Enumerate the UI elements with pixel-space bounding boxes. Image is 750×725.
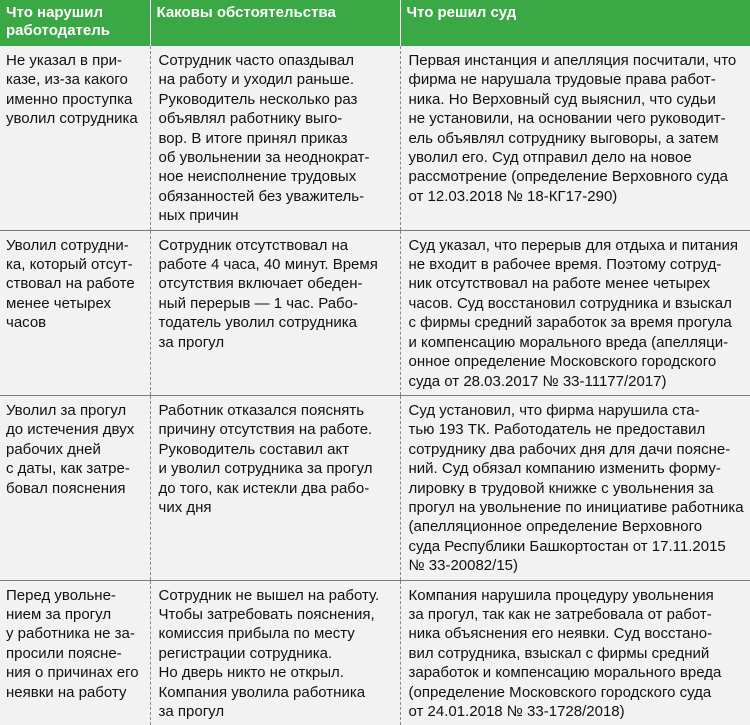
cell-text-line: за прогул [158, 703, 225, 720]
cell-court-decision [400, 395, 750, 580]
cell-text-line: Суд установил, что фирма нарушила ста- [408, 401, 700, 419]
cell-court-decision [400, 46, 750, 230]
cell-text-line: тодатель уволил сотрудника [158, 314, 358, 332]
cell-text-line: до того, как истекли два рабо- [158, 479, 370, 497]
cell-text-line: комиссия прибыла по месту [158, 625, 355, 643]
cell-text-line: (апелляционное определение Верховного [408, 518, 703, 536]
cell-text-line: объявлял работнику выго- [158, 110, 343, 128]
cell-text-line: ное неисполнение трудовых [158, 168, 357, 186]
cell-violation [0, 46, 150, 230]
cell-text-line: отсутствия включает обеден- [158, 275, 363, 293]
cell-text-line: уволил сотрудника [6, 110, 138, 128]
cell-court-decision [400, 580, 750, 725]
cell-text-line: тью 193 ТК. Работодатель не предоставил [408, 421, 706, 439]
cell-text-line: часов [6, 314, 47, 332]
cell-text-line: ника. Но Верховный суд выяснил, что судьи [408, 90, 716, 108]
cell-text-line: суда от 28.03.2017 № 33-11177/2017) [408, 372, 667, 390]
cell-circumstances [150, 580, 400, 725]
cell-circumstances [150, 230, 400, 395]
cell-text-line: казе, из-за какого [6, 71, 128, 89]
cell-text-line: не установили, на основании чего руководит- [408, 110, 726, 128]
cell-text-line: обязанностей без уважитель- [158, 187, 365, 205]
cell-text-line: регистрации сотрудника. [158, 644, 333, 662]
cell-text-line: Уволил сотрудни- [6, 236, 129, 254]
cell-text-line: нием за прогул [6, 605, 112, 623]
cell-text-line: Суд указал, что перерыв для отдыха и питания [408, 236, 738, 254]
cell-text-line: за прогул, так как не затребовала от работ- [408, 605, 712, 623]
cell-text-line: неявки на работу [6, 683, 127, 701]
cell-text-line: Сотрудник не вышел на работу. [158, 586, 380, 604]
cell-text-line: за прогул [158, 333, 225, 351]
cell-circumstances [150, 46, 400, 230]
cell-text-line: работе 4 часа, 40 минут. Время [158, 256, 378, 274]
cell-text-line: с даты, как затре- [6, 460, 130, 478]
cell-text-line: фирма не нарушала трудовые права работ- [408, 71, 716, 89]
cell-text-line: менее четырех [6, 294, 111, 312]
cell-text-line: суда Республики Башкортостан от 17.11.2015 [408, 537, 726, 555]
header-circumstances: Каковы обстоятельства [150, 0, 400, 46]
cell-text-line: заработок и компенсацию морального вреда [408, 664, 722, 682]
cell-violation [0, 580, 150, 725]
cell-text-line: Сотрудник часто опаздывал [158, 52, 355, 69]
cell-text-line: просили поясне- [6, 644, 122, 662]
cell-text-line: Руководитель несколько раз [158, 90, 358, 108]
cell-text-line: Компания уволила работника [158, 683, 366, 701]
cell-court-decision [400, 230, 750, 395]
cell-text-line: с фирмы средний заработок за время прогула [408, 314, 732, 332]
cell-text-line: Но дверь никто не открыл. [158, 664, 344, 682]
cell-text-line: ник отсутствовал на работе менее четырех [408, 275, 711, 293]
table-header-row [0, 0, 750, 46]
cell-text-line: Руководитель составил акт [158, 440, 350, 458]
header-violation: Что нарушил работодатель [0, 0, 150, 46]
cell-violation [0, 395, 150, 580]
cell-text-line: № 33-20082/15) [408, 557, 518, 575]
table-row [0, 580, 750, 725]
cell-text-line: на работу и уходил раньше. [158, 71, 355, 89]
cell-text-line: об увольнении за неоднократ- [158, 149, 370, 167]
cell-text-line: Не указал в при- [6, 52, 123, 69]
cell-text-line: ника объяснения его неявки. Суд восстано- [408, 625, 713, 643]
cell-text-line: от 24.01.2018 № 33-1728/2018) [408, 703, 625, 720]
table-row [0, 46, 750, 230]
cell-text-line: ка, который отсут- [6, 256, 133, 274]
cell-text-line: Компания нарушила процедуру увольнения [408, 586, 714, 604]
cell-text-line: ний. Суд обязал компанию изменить форму- [408, 460, 721, 478]
cell-text-line: Чтобы затребовать пояснения, [158, 605, 375, 623]
cell-circumstances [150, 395, 400, 580]
cell-text-line: от 12.03.2018 № 18-КГ17-290) [408, 187, 618, 205]
cell-text-line: уволил его. Суд отправил дело на новое [408, 149, 692, 167]
header-court-decision: Что решил суд [400, 0, 750, 46]
cell-text-line: сотруднику два рабочих дня для дачи поясне- [408, 440, 731, 458]
cell-text-line: Перед увольне- [6, 586, 116, 604]
cell-text-line: Сотрудник отсутствовал на [158, 236, 349, 254]
cell-text-line: бовал пояснения [6, 479, 126, 497]
cell-text-line: именно проступка [6, 90, 133, 108]
cell-text-line: рабочих дней [6, 440, 101, 458]
cell-text-line: вор. В итоге принял приказ [158, 129, 348, 147]
cell-text-line: часов. Суд восстановил сотрудника и взыскал [408, 294, 732, 312]
cell-text-line: причину отсутствия на работе. [158, 421, 373, 439]
cell-text-line: Работник отказался пояснять [158, 401, 365, 419]
cell-text-line: Уволил за прогул [6, 401, 127, 419]
cell-violation [0, 230, 150, 395]
cell-text-line: и компенсацию морального вреда (апелляци- [408, 333, 729, 351]
cell-text-line: лировку в трудовой книжке с увольнения за [408, 479, 714, 497]
cell-text-line: ный перерыв — 1 час. Рабо- [158, 294, 358, 312]
cell-text-line: вил сотрудника, взыскал с фирмы средний [408, 644, 710, 662]
table-row [0, 230, 750, 395]
cell-text-line: Первая инстанция и апелляция посчитали, что [408, 52, 737, 69]
cell-text-line: прогул на увольнение по инициативе работника [408, 498, 744, 516]
cell-text-line: ния о причинах его [6, 664, 139, 682]
cell-text-line: (определение Московского городского суда [408, 683, 712, 701]
cell-text-line: онное определение Московского городского [408, 353, 717, 371]
cell-text-line: ных причин [158, 207, 239, 225]
cell-text-line: и уволил сотрудника за прогул [158, 460, 373, 478]
table-row [0, 395, 750, 580]
cell-text-line: рассмотрение (определение Верховного суда [408, 168, 728, 186]
cell-text-line: ель объявлял сотруднику выговоры, а затем [408, 129, 719, 147]
cell-text-line: чих дня [158, 498, 212, 516]
cell-text-line: до истечения двух [6, 421, 135, 439]
cell-text-line: не входит в рабочее время. Поэтому сотруд- [408, 256, 722, 274]
cell-text-line: ствовал на работе [6, 275, 135, 293]
cell-text-line: у работника не за- [6, 625, 135, 643]
